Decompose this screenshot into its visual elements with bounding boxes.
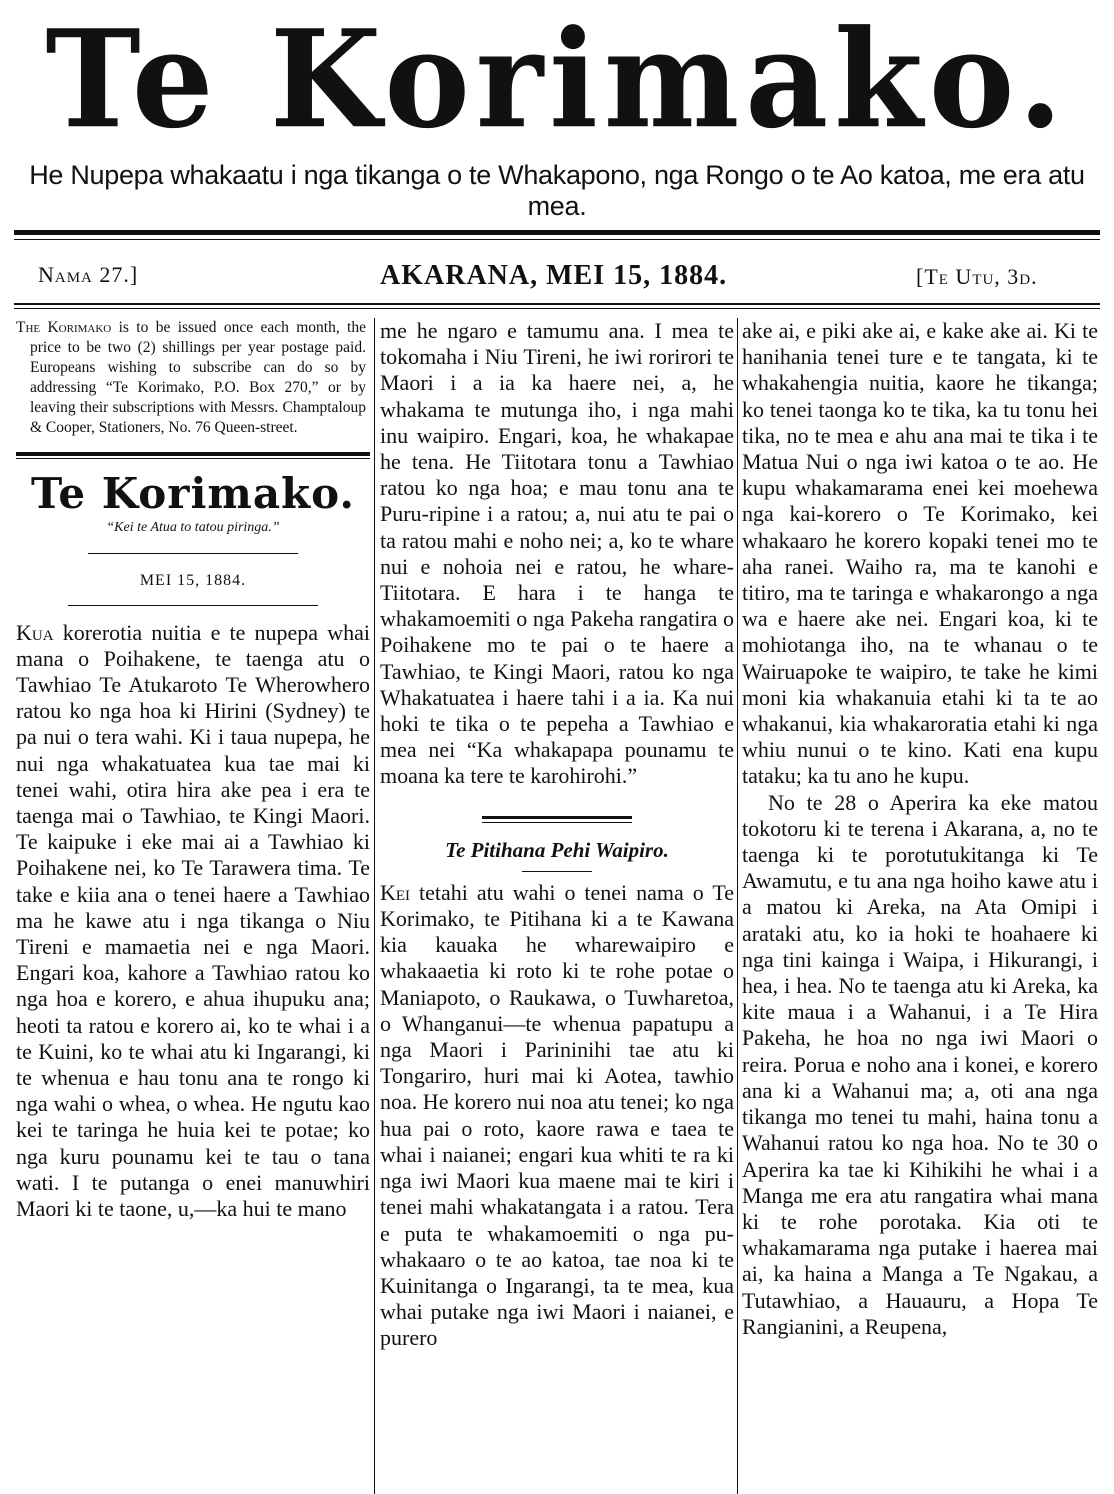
masthead — [0, 0, 1114, 160]
issue-number: Nama 27.] — [38, 262, 139, 287]
header-rule-thin — [14, 239, 1100, 240]
notice-rule-thick — [16, 452, 370, 456]
date-rule — [68, 605, 318, 606]
section-rule-thin — [482, 822, 632, 823]
article-tawhiao-text-col2: me he ngaro e tamumu ana. I mea te tokomaha i Niu Tireni, he iwi rorirori te Maori i a ia ka haere nei, a, he whakama te mutunga iho, i nga mahi inu waipiro. Engari, koa, he whakapae he tena. He Tiitotara tonu a Tawhiao ratou ko nga hoa; e mau tonu ana te Puru-ripine i a ratou; a, nui atu te pai o ta ratou mahi e noho nei; a, ko te whare nui e nohoia nei e ratou, he whare-Tiitotara. E hara i te hanga te whakamoemiti o nga Pakeha rangatira o Poihakene mo te pai o te haere a Tawhiao, te Kingi Maori, ratou ko nga Whakatuatea i haere tahi i a ia. Ka nui hoki te tika o te pepeha a Tawhiao e mea nei “Ka whakapapa pounamu te moana ka tere te karohirohi.” — [380, 318, 734, 789]
issue-dateline: AKARANA, MEI 15, 1884. — [380, 260, 728, 291]
article-petition-lead: Kei — [380, 879, 411, 905]
editorial-masthead: Te Korimako. — [30, 469, 356, 518]
section-rule-thick — [482, 816, 632, 819]
article-tawhiao — [16, 620, 370, 1223]
article-tawhiao-paragraph — [16, 620, 370, 1223]
masthead-title: Te Korimako. — [45, 1, 1069, 159]
article-petition-paragraph — [380, 880, 734, 1352]
petition-heading: Te Pitihana Pehi Waipiro. — [445, 837, 669, 862]
column-3 — [742, 318, 1098, 1494]
column-divider-2 — [737, 318, 738, 1494]
article-journey-paragraph: No te 28 o Aperira ka eke matou tokotoru ki te terena i Akarana, a, no te taenga ki te porotutukitanga ki Te Awamutu, e tu ana nga hoiho kawe atu i a matou ki Areka, na Ata Omipi i arataki atu, ko ia hoki te hoahaere ki nga tini kainga i Waipa, i Hikurangi, i hea, i hea. No te taenga atu ki Areka, ka kite maua i a Wahanui, i a Te Hira Pakeha, he hoa no nga iwi Maori o reira. Porua e noho ana i konei, e korero ana ki a Wahanui ma; a, oti ana nga tikanga mo tenei tu mahi, haina tonu a Wahanui ratou ko nga hoa. No te 30 o Aperira ka tae ki Kihikihi he whai i a Manga me era atu rangatira whai mana ki te rohe porotaka. Kia oti te whakamarama nga putake i haerea mai ai, ka haina a Manga a Te Ngakau, a Tutawhiao, a Hauauru, a Hopa Te Rangianini, a Reupena, — [742, 789, 1098, 1339]
notice-lead: The Korimako — [16, 319, 112, 336]
column-1 — [16, 318, 370, 1494]
notice-rule-thin — [16, 458, 370, 459]
header-rule-thick — [14, 230, 1100, 235]
editorial-date: MEI 15, 1884. — [139, 572, 247, 590]
issue-price: [Te Utu, 3d. — [916, 264, 1038, 289]
column-divider-1 — [374, 318, 375, 1494]
notice-text: is to be issued once each month, the price to be two (2) shillings per year postage paid. Europeans wishing to subscribe can do so by addressing “Te Korimako, P.O. Box 270,” or by leaving their subscriptions with Messrs. Champtaloup & Cooper, Stationers, No. 76 Queen-street. — [30, 319, 366, 436]
column-2 — [380, 318, 734, 1494]
article-petition-continued — [742, 318, 1098, 1340]
article-tawhiao-text-col1: korerotia nuitia e te nupepa whai mana o Poihakene, te taenga atu o Tawhiao Te Atukaroto Te Wherowhero ratou ko nga hoa ki Hirini (Sydney) te pa nui o tera wahi. Ki i taua nupepa, he nui nga whakatuatea kua tae mai ki tenei wahi, otira hira ake pea i era te taenga mai o Tawhiao, te Kingi Maori. Te kaipuke i eke mai ai a Tawhiao ki Poihakene nei, ko Te Tarawera tima. Te take e kiia ana o tenei haere a Tawhiao ma he kawe atu i nga tikanga o Niu Tireni e mamaetia nei e nga Maori. Engari koa, kahore a Tawhiao ratou ko nga hoa e korero, e ahua ihupuku ana; heoti ta ratou e korero ai, ko te whai i a te Kuini, ko te whai atu ki Ingarangi, ki te whenua e hau tonu ana te rongo ki nga wahi o whea, o whea. He ngutu kao kei te taringa he huia kei te potae; ko nga kuru pounamu kei te tau o tana wati. I te putanga o enei manuwhiri Maori ki te taone, u,—ka hui te mano — [16, 619, 370, 1222]
editorial-motto: “Kei te Atua to tatou piringa.” — [106, 520, 280, 536]
article-tawhiao-lead: Kua — [16, 619, 54, 645]
issue-rule-1 — [14, 303, 1100, 305]
issue-line — [0, 262, 1114, 302]
issue-rule-2 — [14, 308, 1100, 309]
masthead-subtitle: He Nupepa whakaatu i nga tikanga o te Whakapono, nga Rongo o te Ao katoa, me era atu mea. — [29, 160, 1085, 221]
article-petition-text-col3: ake ai, e piki ake ai, e kake ake ai. Ki te hanihania tenei ture e te tangata, ki te whakahengia nuitia, kaore he tikanga; ko tenei taonga ko te tika, ka tu tonu hei tika, no te mea e ahu ana mai te tika i te Matua Nui o nga iwi katoa o te ao. He kupu whakamarama enei kei moehewa nga kai-korero o Te Korimako, kei whakaaro he korero kopaki tenei mo te aha ranei. Waiho ra, ma te kanohi e titiro, ma te taringa e whakarongo a nga wa e haere ake nei. Engari koa, ki te mohiotanga iho, na te whanau o te Wairuapoke te waipiro, te take he kimi moni kia whakanuia etahi ki ta te ao whakanui, kia whakaroratia etahi ki nga whiu nunui o te kino. Kati ena kupu tataku; ka tu ano he kupu. — [742, 318, 1098, 789]
article-petition-text-col2: tetahi atu wahi o tenei nama o Te Korimako, te Pitihana ki a te Kawana kia kauaka he wharewaipiro e whakaaetia ki roto ki te rohe potae o Maniapoto, o Raukawa, o Tuwharetoa, o Whanganui—te whenua papatupu a nga Maori i Parininihi tae atu ki Tongariro, huri mai ki Aotea, tawhio noa. He korero nui noa atu tenei; ko nga hua pai o roto, kaore rawa e taea te whai i naianei; engari kua whiti te ra ki nga iwi Maori kua maene mai te kiri i tenei mahi whakatangata i a ratou. Tera e puta te whakamoemiti o nga pu-whakaaro o te ao katoa, tae noa ki te Kuinitanga o Ingarangi, ta te mea, kua whai putake nga iwi Maori i naianei, e purero — [380, 879, 734, 1351]
article-tawhiao-continued — [380, 318, 734, 790]
motto-rule — [88, 553, 298, 554]
subscription-notice — [16, 318, 366, 438]
article-petition — [380, 880, 734, 1352]
heading-underline — [522, 871, 592, 872]
